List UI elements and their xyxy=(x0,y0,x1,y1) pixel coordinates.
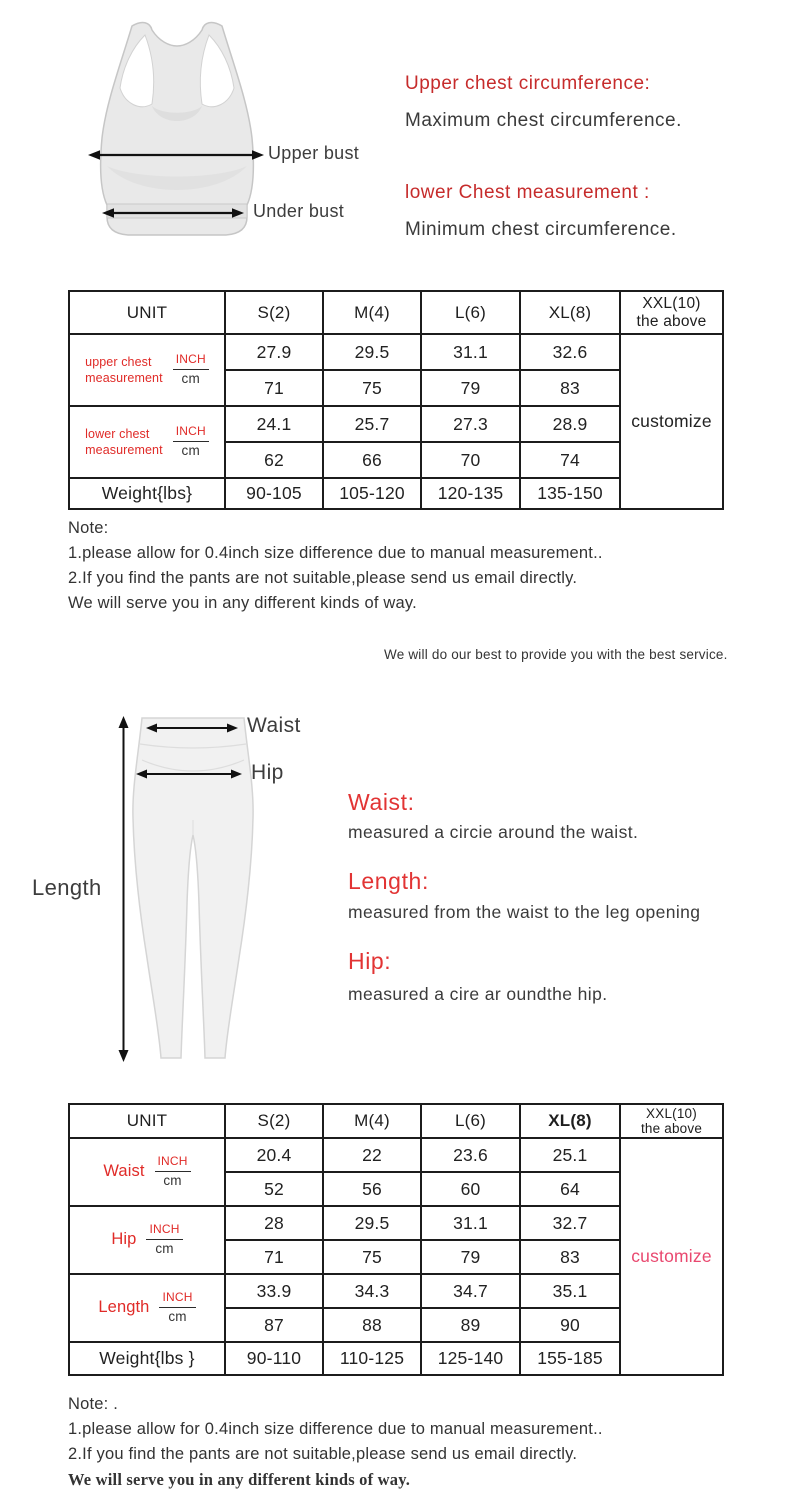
col-header-unit: UNIT xyxy=(69,291,225,334)
value-cell: 22 xyxy=(323,1138,421,1172)
col-header-l: L(6) xyxy=(421,1104,520,1138)
value-cell: 32.6 xyxy=(520,334,620,370)
hip-desc: measured a cire ar oundthe hip. xyxy=(348,984,608,1004)
value-cell: 25.1 xyxy=(520,1138,620,1172)
customize-cell: customize xyxy=(620,334,723,509)
col-header-xxl: XXL(10) the above xyxy=(620,1104,723,1138)
value-cell: 83 xyxy=(520,370,620,406)
inch-unit: INCH xyxy=(146,1223,182,1240)
value-cell: 20.4 xyxy=(225,1138,323,1172)
value-cell: 71 xyxy=(225,370,323,406)
value-cell: 29.5 xyxy=(323,1206,421,1240)
note-line: 1.please allow for 0.4inch size difference due to manual measurement.. xyxy=(68,544,603,562)
value-cell: 23.6 xyxy=(421,1138,520,1172)
value-cell: 62 xyxy=(225,442,323,478)
waist-title: Waist: xyxy=(348,789,415,815)
value-cell: 105-120 xyxy=(323,478,421,509)
row-label-hip: Hip $\frac{\text{INCH}}{cm}$ xyxy=(69,1206,225,1274)
col-header-m: M(4) xyxy=(323,1104,421,1138)
value-cell: 24.1 xyxy=(225,406,323,442)
row-label-waist: Waist $\frac{\text{INCH}}{cm}$ xyxy=(69,1138,225,1206)
value-cell: 64 xyxy=(520,1172,620,1206)
value-cell: 87 xyxy=(225,1308,323,1342)
value-cell: 28 xyxy=(225,1206,323,1240)
value-cell: 90-105 xyxy=(225,478,323,509)
customize-cell: customize xyxy=(620,1138,723,1375)
leggings-illustration xyxy=(128,712,258,1064)
value-cell: 35.1 xyxy=(520,1274,620,1308)
value-cell: 155-185 xyxy=(520,1342,620,1375)
value-cell: 25.7 xyxy=(323,406,421,442)
row-label-weight: Weight{lbs } xyxy=(69,1342,225,1375)
inch-unit: INCH xyxy=(159,1291,195,1308)
inch-unit: INCH xyxy=(173,353,209,370)
cm-unit: cm xyxy=(181,370,200,386)
col-header-l: L(6) xyxy=(421,291,520,334)
waist-arrow xyxy=(146,722,238,734)
value-cell: 33.9 xyxy=(225,1274,323,1308)
value-cell: 34.7 xyxy=(421,1274,520,1308)
inch-unit: INCH xyxy=(155,1155,191,1172)
note-line: We will serve you in any different kinds of way. xyxy=(68,1470,411,1489)
leggings-size-table xyxy=(68,1103,724,1376)
note-title: Note: xyxy=(68,519,109,537)
note-top xyxy=(68,516,603,616)
value-cell: 70 xyxy=(421,442,520,478)
value-cell: 120-135 xyxy=(421,478,520,509)
waist-label: Waist xyxy=(247,714,301,737)
bra-size-table xyxy=(68,290,724,510)
upper-bust-arrow xyxy=(88,149,264,161)
value-cell: 31.1 xyxy=(421,1206,520,1240)
cm-unit: cm xyxy=(155,1240,174,1256)
value-cell: 32.7 xyxy=(520,1206,620,1240)
value-cell: 75 xyxy=(323,370,421,406)
hip-arrow xyxy=(136,768,242,780)
col-header-xl: XL(8) xyxy=(520,1104,620,1138)
length-arrow xyxy=(117,716,130,1062)
value-cell: 52 xyxy=(225,1172,323,1206)
note-line: 1.please allow for 0.4inch size difference due to manual measurement.. xyxy=(68,1420,603,1438)
value-cell: 79 xyxy=(421,1240,520,1274)
note-title: Note: . xyxy=(68,1395,119,1413)
unit-fraction xyxy=(173,353,209,387)
value-cell: 79 xyxy=(421,370,520,406)
under-bust-label: Under bust xyxy=(253,201,345,221)
inch-unit: INCH xyxy=(173,425,209,442)
value-cell: 90 xyxy=(520,1308,620,1342)
value-cell: 28.9 xyxy=(520,406,620,442)
note-bottom xyxy=(68,1392,603,1492)
upper-bust-label: Upper bust xyxy=(268,143,360,163)
value-cell: 66 xyxy=(323,442,421,478)
row-label-lower-chest: lower chest measurement $\frac{\text{INCH}}{cm}$ xyxy=(69,406,225,478)
row-label-upper-chest: upper chest measurement $\frac{\text{INCH}}{cm}$ xyxy=(69,334,225,406)
lower-chest-desc: Minimum chest circumference. xyxy=(405,219,677,240)
value-cell: 88 xyxy=(323,1308,421,1342)
col-header-s: S(2) xyxy=(225,1104,323,1138)
length-label: Length xyxy=(32,875,102,900)
value-cell: 56 xyxy=(323,1172,421,1206)
value-cell: 71 xyxy=(225,1240,323,1274)
col-header-unit: UNIT xyxy=(69,1104,225,1138)
row-label-weight: Weight{lbs} xyxy=(69,478,225,509)
lower-chest-title: lower Chest measurement : xyxy=(405,182,650,203)
value-cell: 27.3 xyxy=(421,406,520,442)
hip-title: Hip: xyxy=(348,948,392,974)
value-cell: 29.5 xyxy=(323,334,421,370)
unit-fraction xyxy=(159,1291,195,1325)
value-cell: 31.1 xyxy=(421,334,520,370)
length-desc: measured from the waist to the leg opening xyxy=(348,902,701,922)
cm-unit: cm xyxy=(181,442,200,458)
upper-chest-desc: Maximum chest circumference. xyxy=(405,110,682,131)
under-bust-arrow xyxy=(102,207,244,219)
unit-fraction xyxy=(155,1155,191,1189)
value-cell: 89 xyxy=(421,1308,520,1342)
hip-label: Hip xyxy=(251,761,284,784)
col-header-m: M(4) xyxy=(323,291,421,334)
col-header-s: S(2) xyxy=(225,291,323,334)
upper-chest-title: Upper chest circumference: xyxy=(405,73,651,94)
value-cell: 27.9 xyxy=(225,334,323,370)
col-header-xxl: XXL(10) the above xyxy=(620,291,723,334)
length-title: Length: xyxy=(348,868,429,894)
note-line: We will serve you in any different kinds of way. xyxy=(68,594,417,612)
note-line: 2.If you find the pants are not suitable,please send us email directly. xyxy=(68,1445,578,1463)
value-cell: 125-140 xyxy=(421,1342,520,1375)
value-cell: 60 xyxy=(421,1172,520,1206)
cm-unit: cm xyxy=(168,1308,187,1324)
value-cell: 34.3 xyxy=(323,1274,421,1308)
value-cell: 135-150 xyxy=(520,478,620,509)
unit-fraction xyxy=(173,425,209,459)
unit-fraction xyxy=(146,1223,182,1257)
col-header-xl: XL(8) xyxy=(520,291,620,334)
service-note: We will do our best to provide you with the best service. xyxy=(384,647,728,662)
waist-desc: measured a circie around the waist. xyxy=(348,822,639,842)
bra-illustration xyxy=(92,18,262,238)
value-cell: 74 xyxy=(520,442,620,478)
value-cell: 110-125 xyxy=(323,1342,421,1375)
note-line: 2.If you find the pants are not suitable,please send us email directly. xyxy=(68,569,578,587)
value-cell: 83 xyxy=(520,1240,620,1274)
cm-unit: cm xyxy=(163,1172,182,1188)
row-label-length: Length $\frac{\text{INCH}}{cm}$ xyxy=(69,1274,225,1342)
value-cell: 75 xyxy=(323,1240,421,1274)
value-cell: 90-110 xyxy=(225,1342,323,1375)
